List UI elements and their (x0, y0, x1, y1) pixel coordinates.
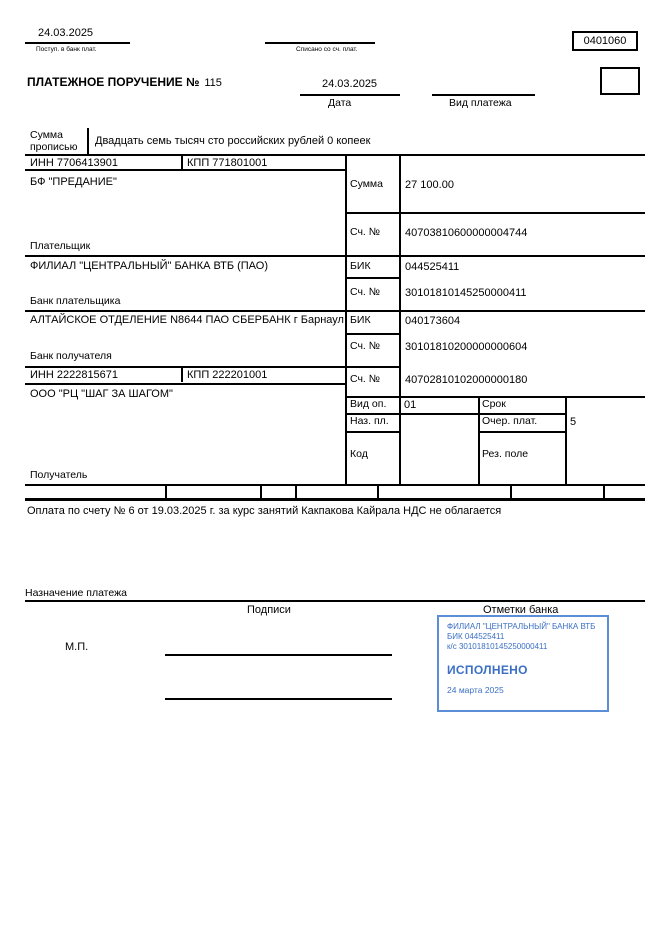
divider (478, 431, 566, 433)
beneficiary-bank-bik-value: 040173604 (405, 315, 461, 327)
beneficiary-account-value: 40702810102000000180 (405, 374, 528, 386)
divider (25, 310, 645, 312)
divider (603, 484, 605, 498)
beneficiary-bank-corr-value: 30101810200000000604 (405, 341, 528, 353)
payment-purpose-text: Оплата по счету № 6 от 19.03.2025 г. за курс занятий Какпакова Кайрала НДС не облагается (27, 505, 502, 517)
payer-bank-corr-label: Сч. № (350, 286, 381, 298)
pay-term-label: Срок (482, 398, 506, 410)
payer-kpp: КПП 771801001 (187, 157, 268, 169)
divider (345, 277, 400, 279)
payer-bank-name: ФИЛИАЛ "ЦЕНТРАЛЬНЫЙ" БАНКА ВТБ (ПАО) (30, 260, 268, 272)
date-label: Дата (328, 97, 352, 109)
payer-section-label: Плательщик (30, 240, 91, 252)
payer-bank-bik-value: 044525411 (405, 261, 460, 273)
divider (25, 42, 130, 44)
payer-name: БФ "ПРЕДАНИЕ" (30, 176, 117, 188)
amount-value: 27 100.00 (405, 179, 454, 191)
divider (25, 383, 346, 385)
form-code: 0401060 (583, 35, 627, 47)
payer-bank-corr-value: 30101810145250000411 (405, 287, 527, 299)
stamp-date: 24 марта 2025 (447, 685, 504, 695)
payer-bank-bik-label: БИК (350, 260, 371, 272)
divider (345, 154, 347, 484)
document-date: 24.03.2025 (322, 78, 378, 90)
received-label: Поступ. в банк плат. (36, 46, 97, 53)
stamp-place-label: М.П. (65, 641, 89, 653)
stamp-bik: БИК 044525411 (447, 632, 505, 641)
beneficiary-bank-section-label: Банк получателя (30, 350, 112, 362)
reserve-field-label: Рез. поле (482, 448, 529, 460)
beneficiary-bank-corr-label: Сч. № (350, 340, 381, 352)
payment-kind-box (600, 67, 640, 95)
divider (478, 396, 480, 484)
form-code-box (572, 31, 638, 51)
payer-account-value: 40703810600000004744 (405, 227, 528, 239)
divider (265, 42, 375, 44)
divider (345, 431, 399, 433)
divider (165, 484, 167, 498)
divider (25, 498, 645, 501)
divider (260, 484, 262, 498)
debited-label: Списано со сч. плат. (296, 46, 358, 53)
stamp-bank-name: ФИЛИАЛ "ЦЕНТРАЛЬНЫЙ" БАНКА ВТБ (447, 622, 596, 631)
signature-line (165, 698, 392, 700)
op-kind-value: 01 (404, 399, 417, 411)
divider (25, 600, 645, 602)
stamp-status: ИСПОЛНЕНО (447, 663, 528, 677)
received-date: 24.03.2025 (38, 27, 94, 39)
beneficiary-kpp: КПП 222201001 (187, 369, 268, 381)
divider (25, 169, 346, 171)
priority-label: Очер. плат. (482, 415, 538, 427)
divider (377, 484, 379, 498)
bank-marks-title: Отметки банка (483, 604, 559, 616)
bank-stamp-box (437, 615, 609, 712)
stamp-corr-account: к/с 30101810145250000411 (447, 642, 548, 651)
payment-kind-label: Вид платежа (449, 97, 512, 109)
beneficiary-account-label: Сч. № (350, 373, 381, 385)
divider (25, 154, 645, 156)
divider (565, 396, 567, 484)
divider (25, 255, 645, 257)
divider (87, 128, 89, 154)
pay-purpose-code-label: Наз. пл. (350, 415, 389, 427)
divider (181, 156, 183, 169)
divider (295, 484, 297, 498)
divider (181, 368, 183, 382)
document-title (27, 75, 222, 89)
divider (25, 366, 400, 368)
beneficiary-bank-name: АЛТАЙСКОЕ ОТДЕЛЕНИЕ N8644 ПАО СБЕРБАНК г Барнаул (30, 314, 344, 326)
divider (345, 212, 645, 214)
divider (25, 484, 645, 486)
beneficiary-bank-bik-label: БИК (350, 314, 371, 326)
amount-label: Сумма (350, 178, 383, 190)
signatures-title: Подписи (247, 604, 291, 616)
divider (345, 333, 400, 335)
divider (510, 484, 512, 498)
payer-inn: ИНН 7706413901 (30, 157, 119, 169)
document-title-text: ПЛАТЕЖНОЕ ПОРУЧЕНИЕ № (27, 75, 200, 89)
divider (300, 94, 400, 96)
priority-value: 5 (570, 416, 577, 428)
divider (399, 154, 401, 484)
beneficiary-inn: ИНН 2222815671 (30, 369, 119, 381)
divider (432, 94, 535, 96)
code-label: Код (350, 448, 368, 460)
amount-words-label: Сумма прописью (30, 129, 78, 153)
op-kind-label: Вид оп. (350, 398, 387, 410)
document-number: 115 (204, 77, 222, 89)
signature-line (165, 654, 392, 656)
payer-account-label: Сч. № (350, 226, 381, 238)
beneficiary-name: ООО "РЦ "ШАГ ЗА ШАГОМ" (30, 388, 173, 400)
payer-bank-section-label: Банк плательщика (30, 295, 121, 307)
payment-purpose-label: Назначение платежа (25, 587, 127, 599)
beneficiary-section-label: Получатель (30, 469, 88, 481)
amount-words-value: Двадцать семь тысяч сто российских рублей 0 копеек (95, 135, 371, 147)
